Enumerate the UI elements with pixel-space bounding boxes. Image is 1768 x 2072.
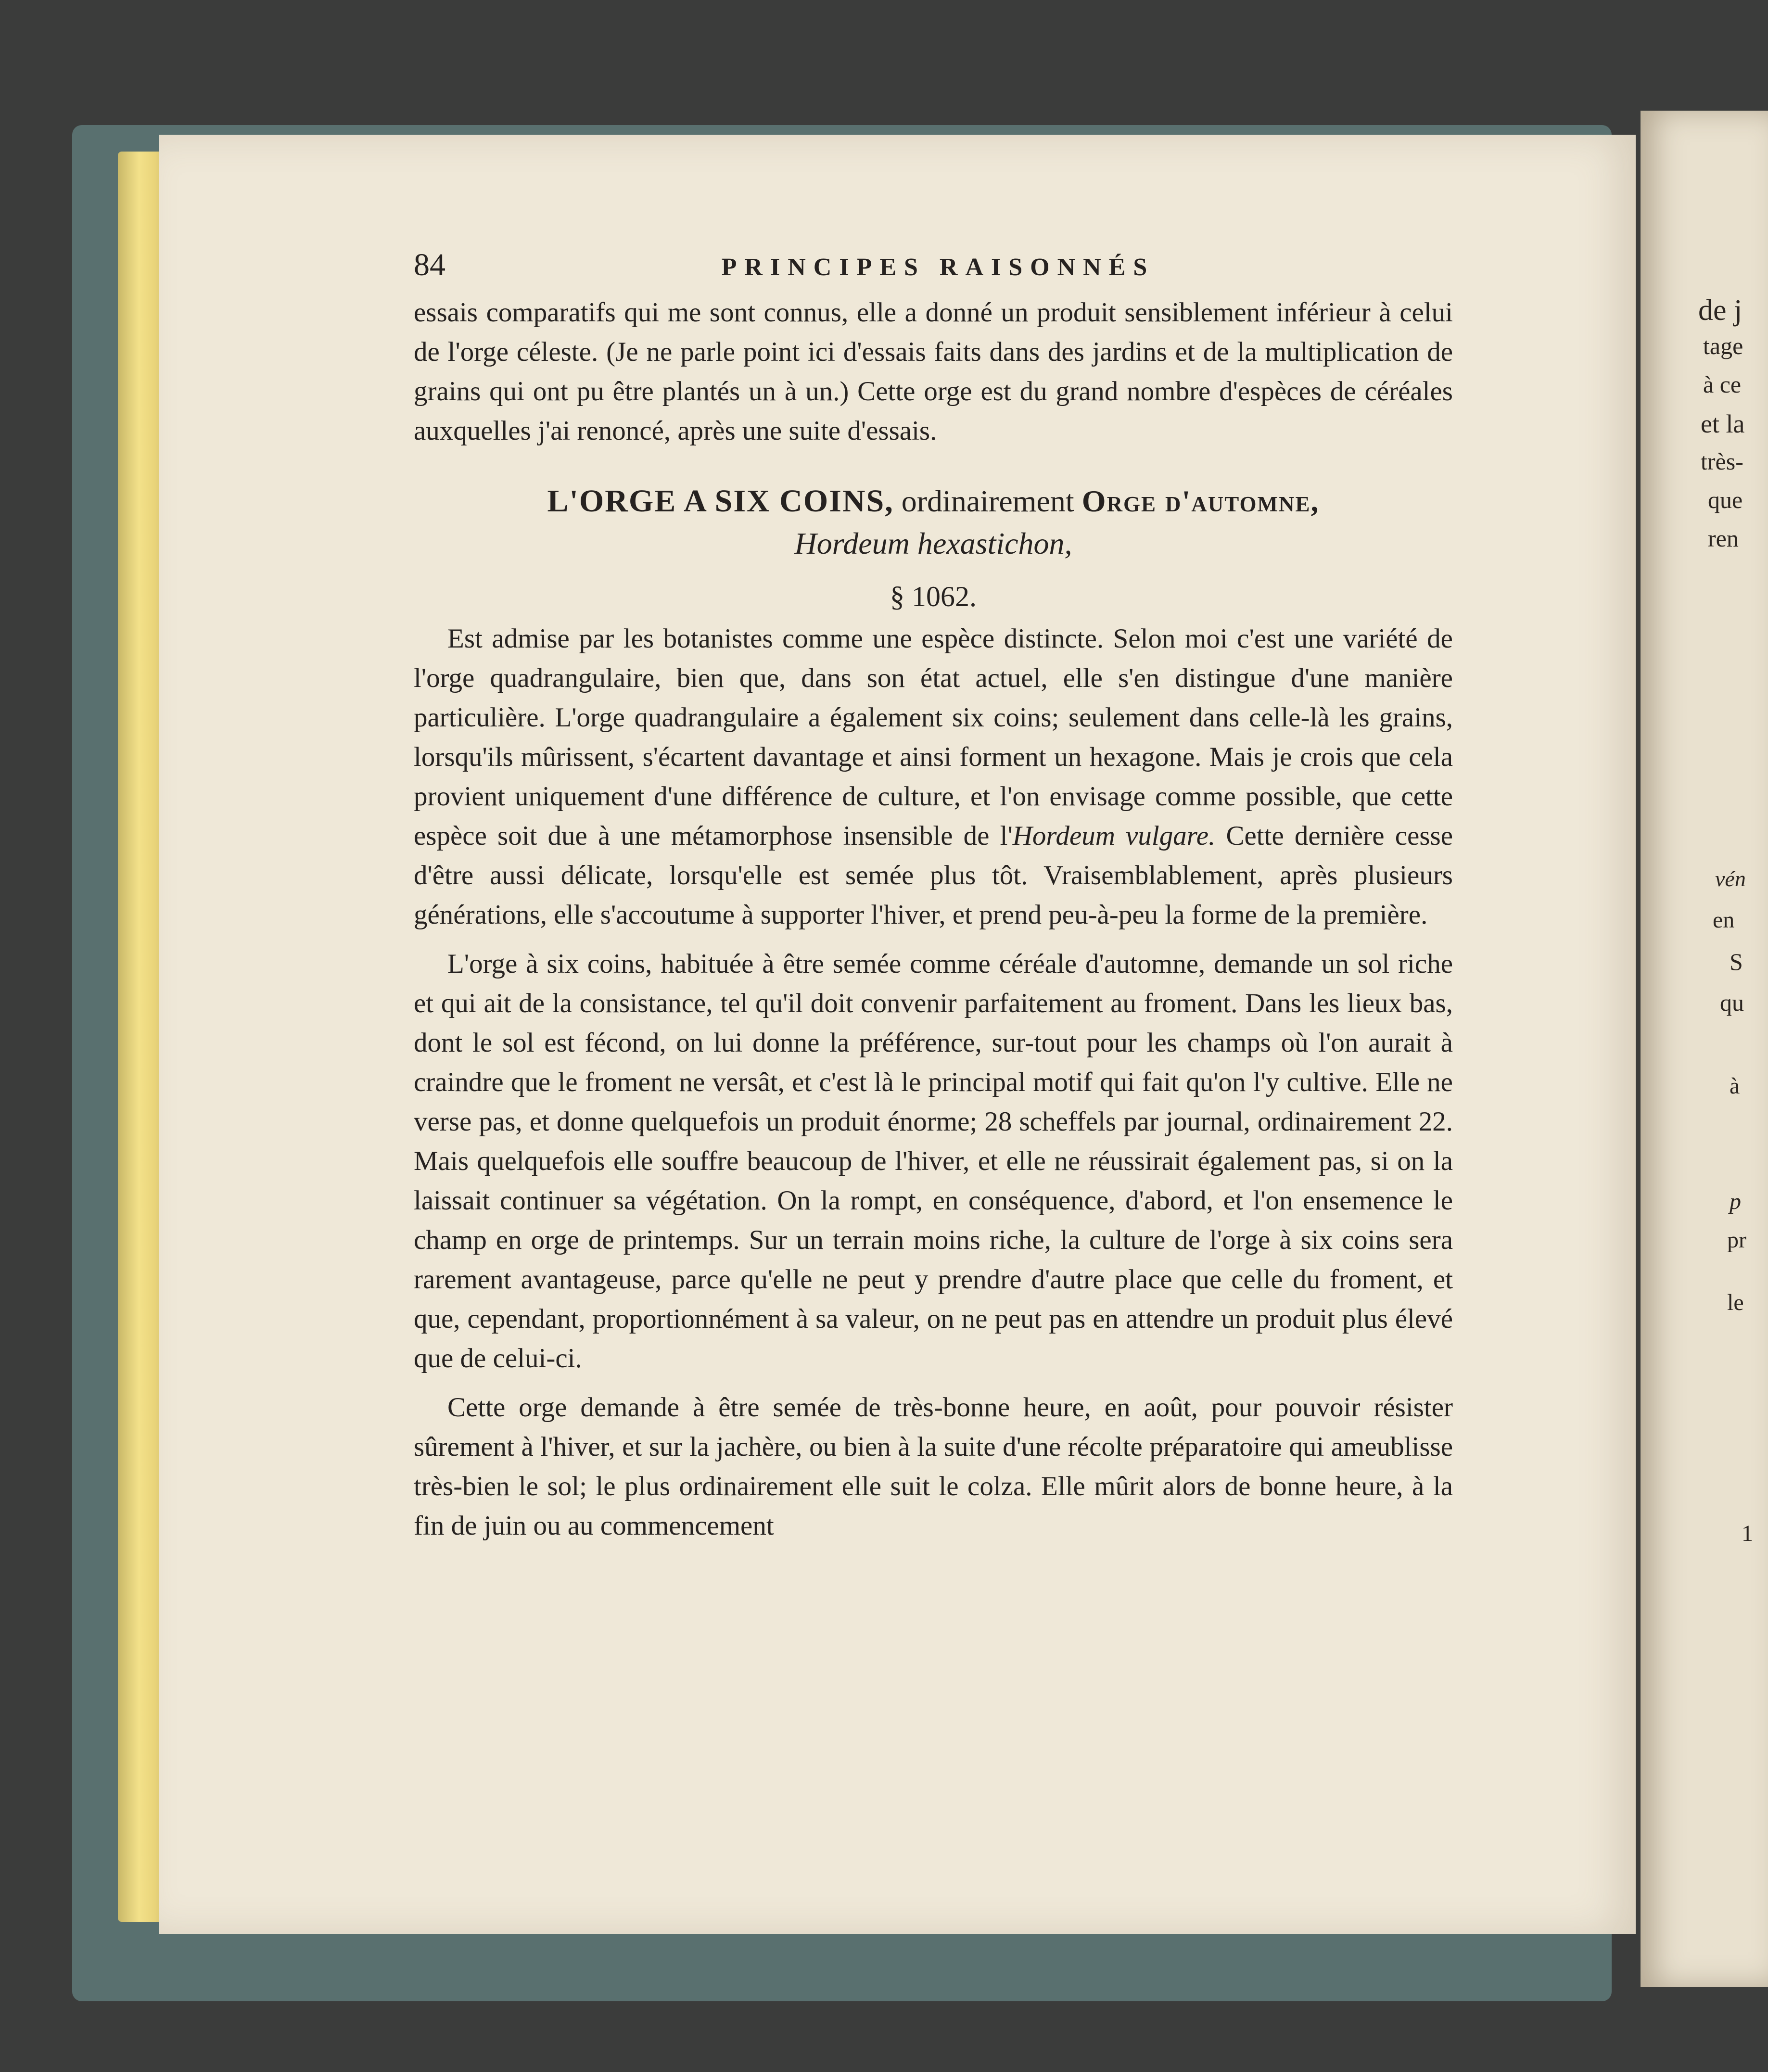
right-fragment: le <box>1727 1290 1744 1315</box>
right-fragment: à ce <box>1703 371 1742 398</box>
right-fragment: à <box>1730 1073 1740 1099</box>
paragraph-text: Cette dernière cesse d'être aussi délicate, lorsqu'elle est semée plus tôt. Vraisemblablement, après plusieurs générations, elle s'accoutume à supporter l'hiver, et prend peu-à-peu la forme de la première. <box>414 821 1453 930</box>
right-fragment: 1 <box>1742 1521 1753 1546</box>
running-head: PRINCIPES RAISONNÉS <box>721 254 1155 281</box>
page-number: 84 <box>414 247 445 282</box>
right-fragment: de j <box>1698 294 1743 327</box>
right-fragment: très- <box>1701 448 1743 475</box>
page-content <box>414 245 1453 1546</box>
body-paragraph <box>414 619 1453 935</box>
body-paragraph: Cette orge demande à être semée de très-bonne heure, en août, pour pouvoir résister sûrement à l'hiver, et sur la jachère, ou bien à la suite d'une récolte préparatoire qui ameublisse très-bien le sol; le plus ordinairement elle suit le colza. Elle mûrit alors de bonne heure, à la fin de juin ou au commencement <box>414 1392 1453 1541</box>
right-fragment: p <box>1730 1189 1741 1214</box>
page-header <box>414 245 1453 287</box>
heading-latin: Hordeum hexastichon, <box>794 526 1072 560</box>
right-fragment: et la <box>1701 409 1745 438</box>
continued-paragraph: essais comparatifs qui me sont connus, elle a donné un produit sensiblement inférieur à celui de l'orge céleste. (Je ne parle point ici d'essais faits dans des jardins et de la multiplication de grains qui ont pu être plantés un à un.) Cette orge est du grand nombre d'espèces de céréales auxquelles j'ai renoncé, après une suite d'essais. <box>414 297 1453 446</box>
right-fragment: que <box>1708 486 1743 513</box>
paragraph-text: Est admise par les botanistes comme une espèce distincte. Selon moi c'est une variété de l'orge quadrangulaire, bien que, dans son état actuel, elle s'en distingue d'une manière particulière. L'orge quadrangulaire a également six coins; seulement dans celle-là les grains, lorsqu'ils mûrissent, s'écartent davantage et ainsi forment un hexagone. Mais je crois que cela provient uniquement d'une différence de culture, et l'on envisage comme possible, que cette espèce soit due à une métamorphose insensible de l' <box>414 623 1453 851</box>
heading-alt-name: Orge d'automne, <box>1081 484 1320 518</box>
right-fragment: vén <box>1715 866 1746 891</box>
right-fragment: S <box>1730 948 1743 975</box>
chapter-heading <box>414 480 1453 564</box>
heading-middle: ordinairement <box>893 484 1082 518</box>
right-fragment: tage <box>1703 332 1743 359</box>
right-fragment: pr <box>1727 1227 1746 1253</box>
body-paragraph: L'orge à six coins, habituée à être semée comme céréale d'automne, demande un sol riche et qui ait de la consistance, tel qu'il doit convenir parfaitement au froment. Dans les lieux bas, dont le sol est fécond, on lui donne la préférence, sur-tout pour les champs où l'on aurait à craindre que le froment ne versât, et c'est là le principal motif qui fait qu'on l'y cultive. Elle ne verse pas, et donne quelquefois un produit énorme; 28 scheffels par journal, ordinairement 22. Mais quelquefois elle souffre beaucoup de l'hiver, et elle ne réussirait également pas, si on la laissait continuer sa végétation. On la rompt, en conséquence, d'abord, et l'on ensemence le champ en orge de printemps. Sur un terrain moins riche, la culture de l'orge à six coins sera rarement avantageuse, parce qu'elle ne peut y prendre d'autre place que celle du froment, et que, cependant, proportionnément à sa valeur, on ne peut pas en attendre un produit plus élevé que de celui-ci. <box>414 949 1453 1373</box>
right-fragment: en <box>1713 907 1735 933</box>
right-page-fragment <box>1641 111 1768 1987</box>
right-fragment: qu <box>1720 989 1744 1016</box>
heading-main: L'ORGE A SIX COINS, <box>547 483 894 519</box>
right-fragment: ren <box>1708 525 1739 552</box>
section-number: § 1062. <box>890 581 977 612</box>
latin-name: Hordeum vulgare. <box>1012 821 1216 851</box>
